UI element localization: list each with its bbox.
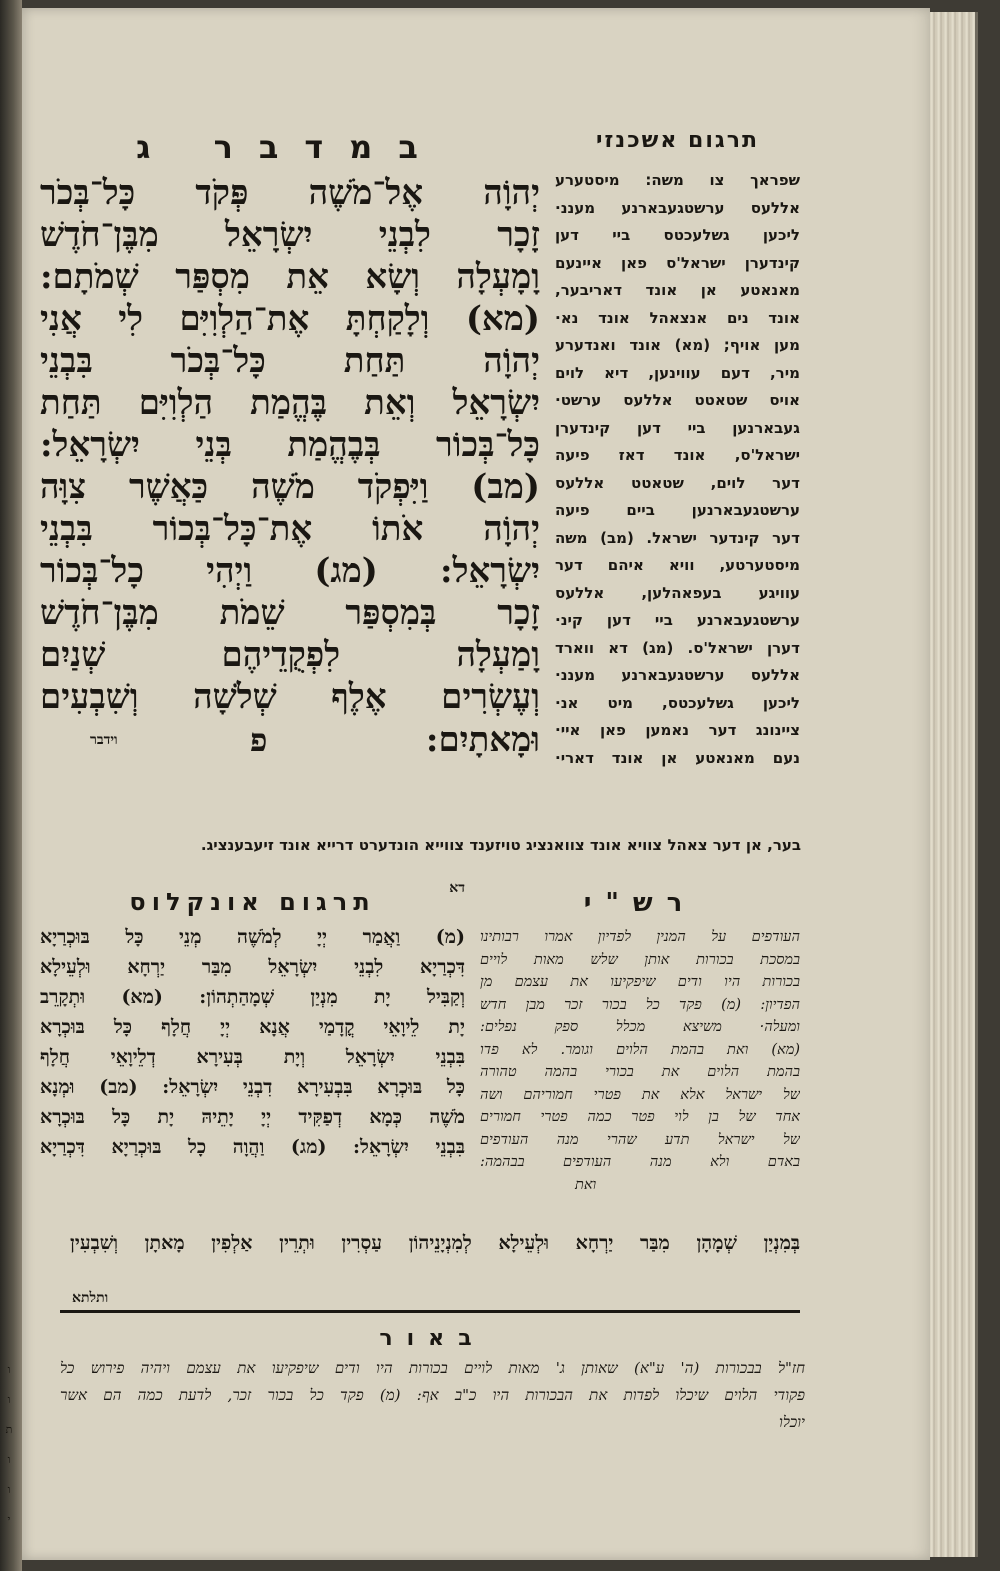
onkelos-line: יָת לֵיוָאֵי קֳדָמַי אֲנָא יְיָ חֲלָף כָּל בּוּכְרָא	[40, 1016, 465, 1038]
translation-line: אללעס ערשטגעבארנע מעננ·	[555, 198, 800, 217]
main-text-line: וָמָעְלָה וְשָׂא אֵת מִסְפַּר שְׁמֹתָם:	[40, 257, 540, 297]
onkelos-lines	[40, 922, 465, 1162]
rashi-line: במסכת בכורות אותן שלש מאות לויים	[480, 951, 800, 968]
margin-mark: ת	[5, 1423, 13, 1436]
margin-mark: ו	[7, 1453, 11, 1466]
translation-full-width-line: בער, אן דער צאהל צוויא אונד צוואנציג טויזענד צווייא הונדערט דרייא אונד זיעבענציג.	[200, 836, 801, 854]
translation-line: שפראך צו משה: מיסטערע	[555, 171, 800, 189]
rashi-last-word: ואת	[575, 1176, 597, 1193]
rashi-line: של ישראל תדע שהרי מנה העודפים	[480, 1131, 800, 1148]
translation-line: מען אויף; (מא) אונד ואנדערע	[555, 336, 800, 354]
onkelos-line: בִּבְנֵי יִשְׂרָאֵל וְיָת בְּעִירָא דְלֵיוָאֵי חֲלָף	[40, 1046, 465, 1068]
main-heading: במדבר ג	[136, 128, 444, 166]
rashi-line: בכורות היו ודים שיפקיעו את עצמם מן	[480, 974, 800, 990]
translation-line: דער קינדער ישראל. (מב) משה	[555, 528, 800, 547]
rashi-line: ומעלה· משיצא מכלל ספק נפלים:	[480, 1019, 800, 1035]
translation-line: ציינונג דער נאמען פאן איי·	[555, 721, 800, 739]
main-text-footer	[40, 720, 540, 760]
translation-line: געבארנען ביי דען קינדערן	[555, 418, 800, 437]
main-text-line: וָמַעְלָה לִפְקֻדֵיהֶם שְׁנַיִם	[40, 635, 540, 675]
rashi-line: באדם ולא מנה העודפים בבהמה:	[480, 1154, 800, 1170]
translation-line: מאנאטע אן אונד דאריבער,	[555, 281, 800, 299]
rashi-column	[480, 888, 800, 1196]
side-translation-heading: תרגום אשכנזי	[595, 128, 760, 153]
book-binding-edge	[0, 0, 22, 1571]
biur-line: חז"ל בבכורות (ה' ע"א) שאותן ג' מאות לויים בכורות היו ודים שיפקיעו את עצמם ויהיה פירוש כל	[60, 1359, 805, 1377]
translation-line: מיסטערטע, וויא איהם דער	[555, 556, 800, 574]
rashi-lines	[480, 926, 800, 1174]
margin-mark: י	[7, 1513, 11, 1526]
main-text-line: יְהוָֹה אֶל־מֹשֶׁה פְּקֹד כָּל־בְּכֹר	[40, 173, 540, 213]
onkelos-corner-word: דא	[449, 880, 465, 896]
biur-section	[60, 1326, 805, 1436]
translation-line: אונד נים אנצאהל אונד נא·	[555, 308, 800, 327]
main-text-line: וְעֶשְׂרִים אֶלֶף שְׁלֹשָׁה וְשִׁבְעִים	[40, 677, 540, 717]
biur-line: יוכלו	[779, 1413, 805, 1431]
rashi-heading: רש"י	[583, 888, 697, 918]
main-text-line: יְהוָֹה אֹתוֹ אֶת־כָּל־בְּכוֹר בִּבְנֵי	[40, 509, 540, 549]
rashi-line: של ישראל אלא את פטרי חמוריהם ושה	[480, 1086, 800, 1103]
parsha-pe-mark: פ	[250, 721, 268, 759]
rashi-line: העודפים על המנין לפדיון אמרו רבותינו	[480, 929, 800, 945]
onkelos-heading: תרגום אונקלוס	[129, 888, 376, 916]
main-text-line: (מב) וַיִּפְקֹד מֹשֶׁה כַּאֲשֶׁר צִוָּה	[40, 467, 540, 507]
margin-mark: ו	[7, 1393, 11, 1406]
onkelos-catchword: ותלתא	[72, 1290, 109, 1306]
translation-line: ישראל'ס, אונד דאז פיעה	[555, 446, 800, 464]
onkelos-line: כָּל בּוּכְרָא בִּבְעִירָא דִבְנֵי יִשְׂרָאֵל: (מב) וּמְנָא	[40, 1076, 465, 1098]
main-text-column	[40, 128, 540, 760]
translation-line: ליכען גשלעכטס, מיט אנ·	[555, 693, 800, 712]
onkelos-tail-line: בְּמִנְיַן שְׁמָהָן מִבַּר יַרְחָא וּלְעֵילָא לְמִנְיָנֵיהוֹן עַסְרִין וּתְרֵין אַלְפִין מָאתָן וְשִׁבְעִין	[70, 1232, 800, 1254]
onkelos-line: וְקַבִּיל יָת מִנְיַן שְׁמָהַתְהוֹן: (מא) וּתְקָרֵב	[40, 986, 465, 1008]
margin-mark: ו	[7, 1483, 11, 1496]
biur-heading: באור	[379, 1326, 486, 1351]
main-closing-word: וּמָאתָיִם:	[425, 720, 540, 760]
onkelos-line: (מ) וַאֲמַר יְיָ לְמֹשֶׁה מְנֵי כָּל בּוּכְרַיָא	[40, 926, 465, 948]
main-text-line: יִשְׂרָאֵל: (מג) וַיְהִי כָל־בְּכוֹר	[40, 551, 540, 591]
translation-line: אויס שטאטט אללעס ערשט·	[555, 391, 800, 409]
translation-line: קינדערן ישראל'ס פאן איינעם	[555, 253, 800, 272]
side-translation-lines	[555, 167, 800, 772]
section-divider-rule	[60, 1310, 800, 1313]
translation-line: אללעס ערשטגעבארנע מעננ·	[555, 666, 800, 684]
main-text-line: כָּל־בְּכוֹר בְּבֶהֱמַת בְּנֵי יִשְׂרָאֵל:	[40, 425, 540, 465]
main-text-line: זָכָר לִבְנֵי יִשְׂרָאֵל מִבֶּן־חֹדֶשׁ	[40, 215, 540, 255]
translation-line: ערשטגעבארנע ביי דען קינ·	[555, 611, 800, 629]
translation-line: ליכען גשלעכטס ביי דען	[555, 226, 800, 244]
rashi-line: בהמת הלוים את בכורי בהמה טהורה	[480, 1064, 800, 1080]
onkelos-line: מֹשֶׁה כְּמָא דְפַקִּיד יְיָ יָתֵיהּ יָת כָּל בּוּכְרָא	[40, 1106, 465, 1128]
main-text-line: (מא) וְלָקַחְתָּ אֶת־הַלְוִיִּם לִי אֲנִי	[40, 299, 540, 339]
main-text-line: יִשְׂרָאֵל וְאֵת בֶּהֱמַת הַלְוִיִּם תַּחַת	[40, 383, 540, 423]
main-text-line: יְהוָֹה תַּחַת כָּל־בְּכֹר בִּבְנֵי	[40, 341, 540, 381]
translation-line: דער לוים, שטאטט אללעס	[555, 473, 800, 492]
left-margin-marks	[2, 1355, 16, 1535]
side-translation-column	[555, 128, 800, 772]
main-text-lines	[40, 172, 540, 718]
rashi-line: הפדיון: (מ) פקד כל בכור זכר מבן חדש	[480, 996, 800, 1013]
rashi-line: (מא) ואת בהמת הלוים וגומר. לא פדו	[480, 1041, 800, 1058]
onkelos-line: בִּבְנֵי יִשְׂרָאֵל: (מג) וַהֲוָה כָל בּוּכְרַיָא דִּכְרַיָא	[40, 1136, 465, 1158]
rashi-line: אחד של בן לוי פטר כמה פטרי חמורים	[480, 1109, 800, 1125]
translation-line: עוויגע בעפאהלען, אללעס	[555, 583, 800, 602]
main-catchword: וידבר	[90, 732, 118, 748]
translation-line: נעם מאנאטע אן אונד דארי·	[555, 748, 800, 767]
onkelos-column	[40, 880, 465, 1162]
translation-line: ערשטגעבארנען ביים פיעה	[555, 501, 800, 519]
main-text-line: זָכָר בְּמִסְפַּר שֵׁמֹת מִבֶּן־חֹדֶשׁ	[40, 593, 540, 633]
biur-line: פקודי הלוים שיכלו לפדות את הבכורות היו כ"ב אף: (מ) פקד כל בכור זכר, לדעת כמה הם אשר	[60, 1386, 805, 1404]
biur-lines	[60, 1355, 805, 1436]
translation-line: דערן ישראל'ס. (מג) דא ווארד	[555, 638, 800, 657]
translation-line: מיר, דעם עווינען, דיא לוים	[555, 363, 800, 382]
margin-mark: ו	[7, 1363, 11, 1376]
onkelos-line: דִּכְרַיָא לִבְנֵי יִשְׂרָאֵל מִבַּר יַרְחָא וּלְעֵילָא	[40, 956, 465, 978]
